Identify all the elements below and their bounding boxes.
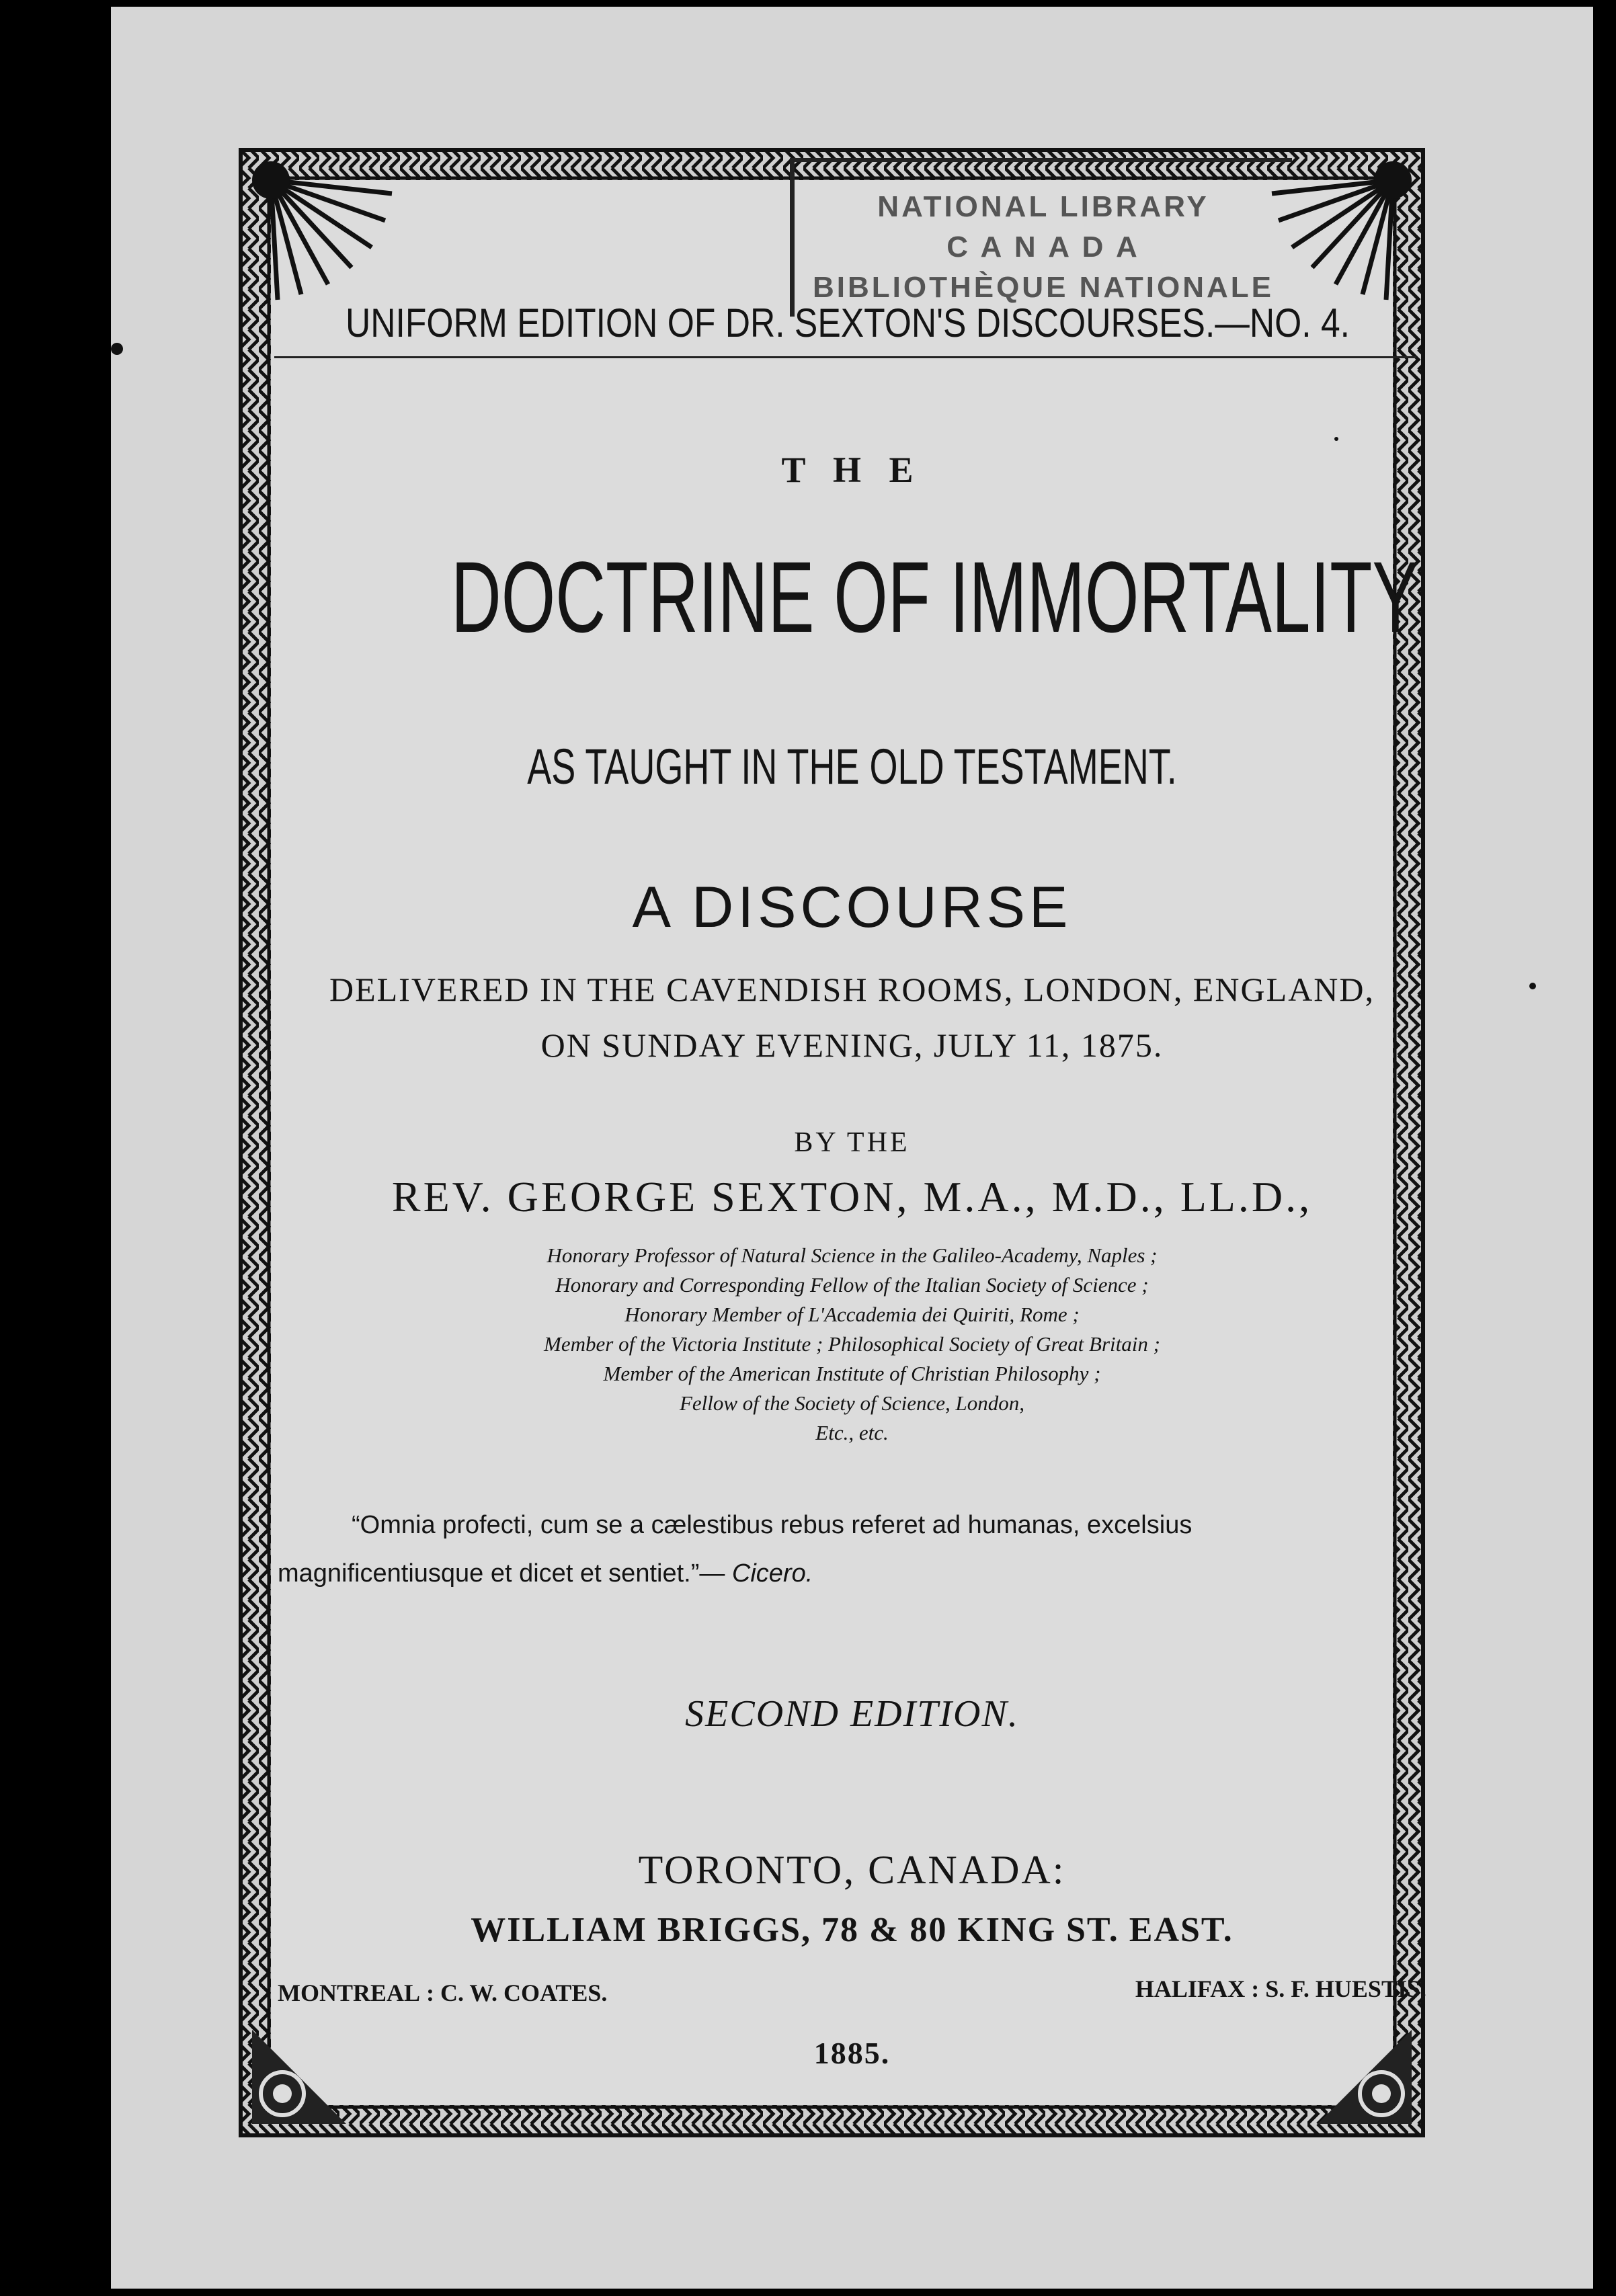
delivered-line-1: DELIVERED IN THE CAVENDISH ROOMS, LONDON, ENGLAND, [329, 971, 1375, 1008]
title-the: T H E [781, 450, 923, 490]
credential-6: Fellow of the Society of Science, London, [679, 1391, 1025, 1415]
series-underline [274, 356, 1416, 358]
stamp-line-1: NATIONAL LIBRARY [877, 190, 1209, 223]
credential-3: Honorary Member of L'Accademia dei Quiriti, Rome ; [624, 1303, 1080, 1326]
montreal-agent [278, 1979, 607, 2007]
author-name: REV. GEORGE SEXTON, M.A., M.D., LL.D., [391, 1173, 1313, 1221]
credential-5: Member of the American Institute of Christian Philosophy ; [603, 1362, 1101, 1385]
credential-2: Honorary and Corresponding Fellow of the Italian Society of Science ; [555, 1273, 1149, 1297]
quote-line-2 [278, 1559, 813, 1588]
credential-4: Member of the Victoria Institute ; Philosophical Society of Great Britain ; [544, 1332, 1160, 1356]
speck-3 [1334, 437, 1338, 441]
title-page [111, 7, 1593, 2289]
imprint-year: 1885. [813, 2036, 891, 2070]
delivered-line-2: ON SUNDAY EVENING, JULY 11, 1875. [540, 1026, 1164, 1064]
halifax-label: HALIFAX [1135, 1975, 1246, 2002]
halifax-name: : S. F. HUESTIS. [1251, 1975, 1426, 2002]
credential-7: Etc., etc. [815, 1421, 889, 1444]
montreal-name: : C. W. COATES. [426, 1979, 608, 2006]
imprint-publisher: WILLIAM BRIGGS, 78 & 80 KING ST. EAST. [471, 1911, 1234, 1949]
discourse-heading: A DISCOURSE [632, 875, 1072, 940]
series-line: UNIFORM EDITION OF DR. SEXTON'S DISCOURSES.—NO. 4. [346, 300, 1350, 345]
halifax-agent [1135, 1975, 1426, 2003]
quote-attribution: Cicero. [731, 1559, 813, 1588]
title-page-text [271, 180, 1433, 2129]
stamp-line-2: C A N A D A [946, 231, 1140, 263]
stamp-line-3: BIBLIOTHÈQUE NATIONALE [812, 271, 1275, 304]
speck-1 [111, 343, 123, 355]
speck-2 [1529, 983, 1536, 989]
montreal-label: MONTREAL [278, 1979, 421, 2006]
quote-text: magnificentiusque et dicet et sentiet.”— [278, 1559, 725, 1588]
credential-1: Honorary Professor of Natural Science in the Galileo-Academy, Naples ; [547, 1243, 1158, 1267]
quote-line-1: “Omnia profecti, cum se a cælestibus rebus referet ad humanas, excelsius [352, 1511, 1193, 1539]
by-the: BY THE [794, 1127, 910, 1158]
imprint-city: TORONTO, CANADA: [638, 1848, 1066, 1892]
main-title: DOCTRINE OF IMMORTALITY [450, 540, 1419, 653]
subtitle: AS TAUGHT IN THE OLD TESTAMENT. [527, 739, 1177, 794]
edition: SECOND EDITION. [685, 1693, 1019, 1735]
